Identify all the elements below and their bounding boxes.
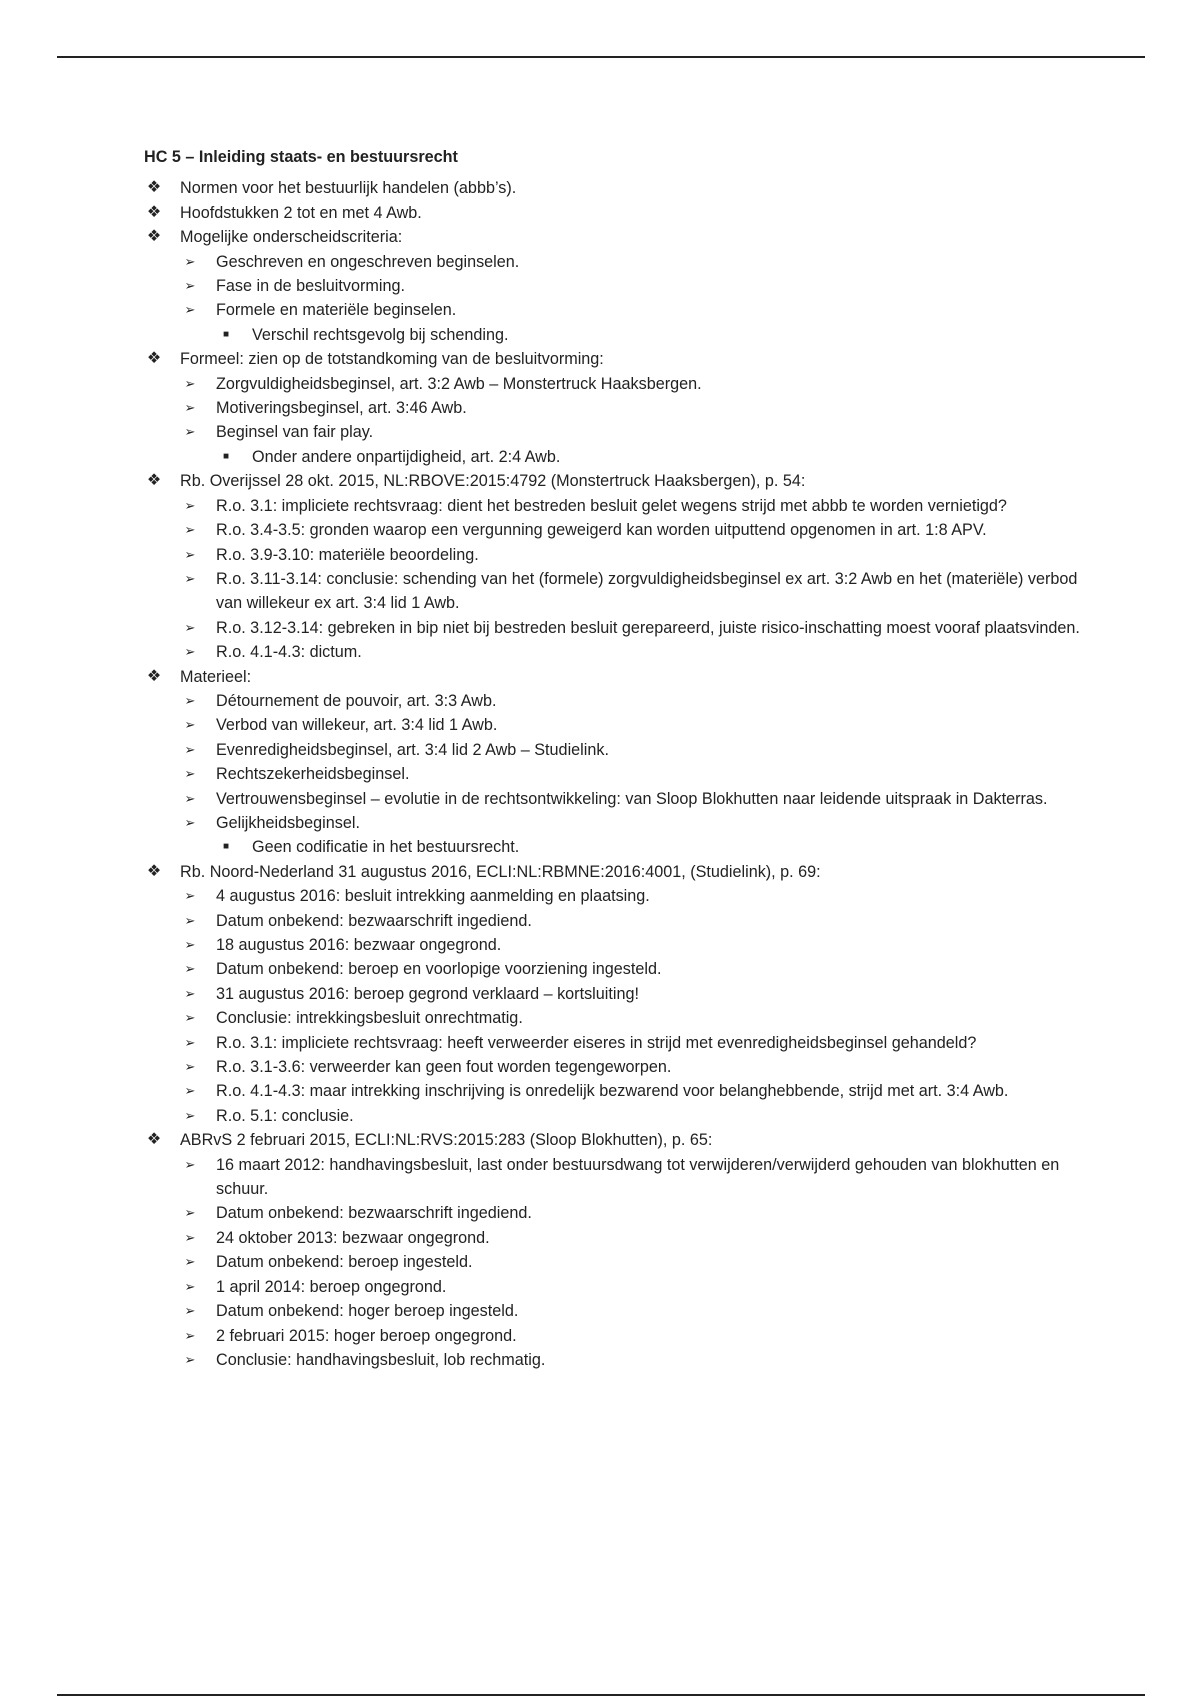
list-item: ➢ R.o. 3.9-3.10: materiële beoordeling. bbox=[144, 543, 1094, 567]
arrow-bullet-icon: ➢ bbox=[184, 961, 196, 977]
document-body bbox=[144, 145, 1094, 1372]
arrow-bullet-icon: ➢ bbox=[184, 497, 196, 513]
list-item: ❖ Hoofdstukken 2 tot en met 4 Awb. bbox=[144, 201, 1094, 225]
list-item: ➢ Formele en materiële beginselen. bbox=[144, 298, 1094, 322]
list-item: ➢ R.o. 3.11-3.14: conclusie: schending van het (formele) zorgvuldigheidsbeginsel ex art. 3:2 Awb en het (materiële) verbod van willekeur ex art. 3:4 lid 1 Awb. bbox=[144, 567, 1094, 616]
list-item: ❖ Rb. Noord-Nederland 31 augustus 2016, ECLI:NL:RBMNE:2016:4001, (Studielink), p. 69: bbox=[144, 860, 1094, 884]
list-item: ➢ Evenredigheidsbeginsel, art. 3:4 lid 2 Awb – Studielink. bbox=[144, 738, 1094, 762]
list-item: ➢ Conclusie: intrekkingsbesluit onrechtmatig. bbox=[144, 1006, 1094, 1030]
diamond-bullet-icon: ❖ bbox=[146, 228, 162, 246]
list-item: ➢ 16 maart 2012: handhavingsbesluit, last onder bestuursdwang tot verwijderen/verwijderd gehouden van blokhutten en schuur. bbox=[144, 1153, 1094, 1202]
arrow-bullet-icon: ➢ bbox=[184, 619, 196, 635]
arrow-bullet-icon: ➢ bbox=[184, 1254, 196, 1270]
list-item: ❖ Mogelijke onderscheidscriteria: bbox=[144, 225, 1094, 249]
arrow-bullet-icon: ➢ bbox=[184, 1156, 196, 1172]
arrow-bullet-icon: ➢ bbox=[184, 790, 196, 806]
list-item: ➢ R.o. 3.12-3.14: gebreken in bip niet bij bestreden besluit gerepareerd, juiste risico-inschatting moest vooraf plaatsvinden. bbox=[144, 616, 1094, 640]
list-item: ➢ R.o. 4.1-4.3: dictum. bbox=[144, 640, 1094, 664]
diamond-bullet-icon: ❖ bbox=[146, 203, 162, 221]
list-item: ■ Verschil rechtsgevolg bij schending. bbox=[144, 323, 1094, 347]
list-item: ➢ R.o. 3.4-3.5: gronden waarop een vergunning geweigerd kan worden uitputtend opgenomen in art. 1:8 APV. bbox=[144, 518, 1094, 542]
arrow-bullet-icon: ➢ bbox=[184, 1327, 196, 1343]
arrow-bullet-icon: ➢ bbox=[184, 253, 196, 269]
document-title: HC 5 – Inleiding staats- en bestuursrecht bbox=[144, 148, 458, 166]
list-item: ■ Geen codificatie in het bestuursrecht. bbox=[144, 835, 1094, 859]
arrow-bullet-icon: ➢ bbox=[184, 1303, 196, 1319]
diamond-bullet-icon: ❖ bbox=[146, 472, 162, 490]
list-item: ➢ R.o. 3.1: impliciete rechtsvraag: heeft verweerder eiseres in strijd met evenredigheidsbeginsel gehandeld? bbox=[144, 1031, 1094, 1055]
arrow-bullet-icon: ➢ bbox=[184, 400, 196, 416]
list-item: ➢ Détournement de pouvoir, art. 3:3 Awb. bbox=[144, 689, 1094, 713]
arrow-bullet-icon: ➢ bbox=[184, 717, 196, 733]
square-bullet-icon: ■ bbox=[222, 328, 230, 340]
list-item: ➢ R.o. 3.1: impliciete rechtsvraag: dient het bestreden besluit gelet wegens strijd met abbb te worden vernietigd? bbox=[144, 494, 1094, 518]
list-item: ➢ Datum onbekend: hoger beroep ingesteld. bbox=[144, 1299, 1094, 1323]
arrow-bullet-icon: ➢ bbox=[184, 741, 196, 757]
arrow-bullet-icon: ➢ bbox=[184, 692, 196, 708]
list-item: ➢ 31 augustus 2016: beroep gegrond verklaard – kortsluiting! bbox=[144, 982, 1094, 1006]
list-item: ➢ 24 oktober 2013: bezwaar ongegrond. bbox=[144, 1226, 1094, 1250]
arrow-bullet-icon: ➢ bbox=[184, 278, 196, 294]
arrow-bullet-icon: ➢ bbox=[184, 375, 196, 391]
arrow-bullet-icon: ➢ bbox=[184, 1205, 196, 1221]
list-item: ❖ Formeel: zien op de totstandkoming van de besluitvorming: bbox=[144, 347, 1094, 371]
arrow-bullet-icon: ➢ bbox=[184, 1229, 196, 1245]
list-item: ■ Onder andere onpartijdigheid, art. 2:4 Awb. bbox=[144, 445, 1094, 469]
arrow-bullet-icon: ➢ bbox=[184, 888, 196, 904]
list-item: ➢ Rechtszekerheidsbeginsel. bbox=[144, 762, 1094, 786]
list-item: ❖ Materieel: bbox=[144, 665, 1094, 689]
diamond-bullet-icon: ❖ bbox=[146, 350, 162, 368]
list-item: ❖ Normen voor het bestuurlijk handelen (abbb’s). bbox=[144, 176, 1094, 200]
list-item: ➢ Zorgvuldigheidsbeginsel, art. 3:2 Awb – Monstertruck Haaksbergen. bbox=[144, 372, 1094, 396]
header-rule bbox=[57, 56, 1145, 58]
list-item: ❖ Rb. Overijssel 28 okt. 2015, NL:RBOVE:2015:4792 (Monstertruck Haaksbergen), p. 54: bbox=[144, 469, 1094, 493]
list-item: ❖ ABRvS 2 februari 2015, ECLI:NL:RVS:2015:283 (Sloop Blokhutten), p. 65: bbox=[144, 1128, 1094, 1152]
arrow-bullet-icon: ➢ bbox=[184, 1034, 196, 1050]
list-item: ➢ 2 februari 2015: hoger beroep ongegrond. bbox=[144, 1324, 1094, 1348]
arrow-bullet-icon: ➢ bbox=[184, 1278, 196, 1294]
list-item: ➢ Datum onbekend: beroep ingesteld. bbox=[144, 1250, 1094, 1274]
arrow-bullet-icon: ➢ bbox=[184, 546, 196, 562]
list-item: ➢ R.o. 3.1-3.6: verweerder kan geen fout worden tegengeworpen. bbox=[144, 1055, 1094, 1079]
list-item: ➢ 4 augustus 2016: besluit intrekking aanmelding en plaatsing. bbox=[144, 884, 1094, 908]
list-item: ➢ Datum onbekend: bezwaarschrift ingediend. bbox=[144, 909, 1094, 933]
list-item: ➢ Fase in de besluitvorming. bbox=[144, 274, 1094, 298]
list-item: ➢ Datum onbekend: beroep en voorlopige voorziening ingesteld. bbox=[144, 957, 1094, 981]
arrow-bullet-icon: ➢ bbox=[184, 522, 196, 538]
list-item: ➢ Datum onbekend: bezwaarschrift ingediend. bbox=[144, 1201, 1094, 1225]
list-item: ➢ Gelijkheidsbeginsel. bbox=[144, 811, 1094, 835]
list-item: ➢ Conclusie: handhavingsbesluit, lob rechmatig. bbox=[144, 1348, 1094, 1372]
arrow-bullet-icon: ➢ bbox=[184, 1107, 196, 1123]
arrow-bullet-icon: ➢ bbox=[184, 766, 196, 782]
arrow-bullet-icon: ➢ bbox=[184, 937, 196, 952]
list-item: ➢ Motiveringsbeginsel, art. 3:46 Awb. bbox=[144, 396, 1094, 420]
square-bullet-icon: ■ bbox=[222, 841, 230, 853]
arrow-bullet-icon: ➢ bbox=[184, 1083, 196, 1099]
list-item: ➢ Beginsel van fair play. bbox=[144, 420, 1094, 444]
list-item: ➢ 18 augustus 2016: bezwaar ongegrond. bbox=[144, 933, 1094, 957]
diamond-bullet-icon: ❖ bbox=[146, 667, 162, 685]
list-item: ➢ R.o. 5.1: conclusie. bbox=[144, 1104, 1094, 1128]
diamond-bullet-icon: ❖ bbox=[146, 862, 162, 880]
list-item: ➢ 1 april 2014: beroep ongegrond. bbox=[144, 1275, 1094, 1299]
arrow-bullet-icon: ➢ bbox=[184, 1059, 196, 1075]
list-item: ➢ Vertrouwensbeginsel – evolutie in de rechtsontwikkeling: van Sloop Blokhutten naar leidende uitspraak in Dakterras. bbox=[144, 787, 1094, 811]
arrow-bullet-icon: ➢ bbox=[184, 814, 196, 830]
square-bullet-icon: ■ bbox=[222, 450, 230, 462]
arrow-bullet-icon: ➢ bbox=[184, 1010, 196, 1026]
list-item: ➢ R.o. 4.1-4.3: maar intrekking inschrijving is onredelijk bezwarend voor belanghebbende, strijd met art. 3:4 Awb. bbox=[144, 1079, 1094, 1103]
arrow-bullet-icon: ➢ bbox=[184, 644, 196, 660]
arrow-bullet-icon: ➢ bbox=[184, 570, 196, 586]
diamond-bullet-icon: ❖ bbox=[146, 1131, 162, 1149]
diamond-bullet-icon: ❖ bbox=[146, 179, 162, 197]
arrow-bullet-icon: ➢ bbox=[184, 985, 196, 1001]
list-item: ➢ Verbod van willekeur, art. 3:4 lid 1 Awb. bbox=[144, 713, 1094, 737]
arrow-bullet-icon: ➢ bbox=[184, 1351, 196, 1367]
arrow-bullet-icon: ➢ bbox=[184, 424, 196, 440]
arrow-bullet-icon: ➢ bbox=[184, 302, 196, 318]
arrow-bullet-icon: ➢ bbox=[184, 912, 196, 928]
footer-rule bbox=[57, 1694, 1145, 1696]
list-item: ➢ Geschreven en ongeschreven beginselen. bbox=[144, 250, 1094, 274]
